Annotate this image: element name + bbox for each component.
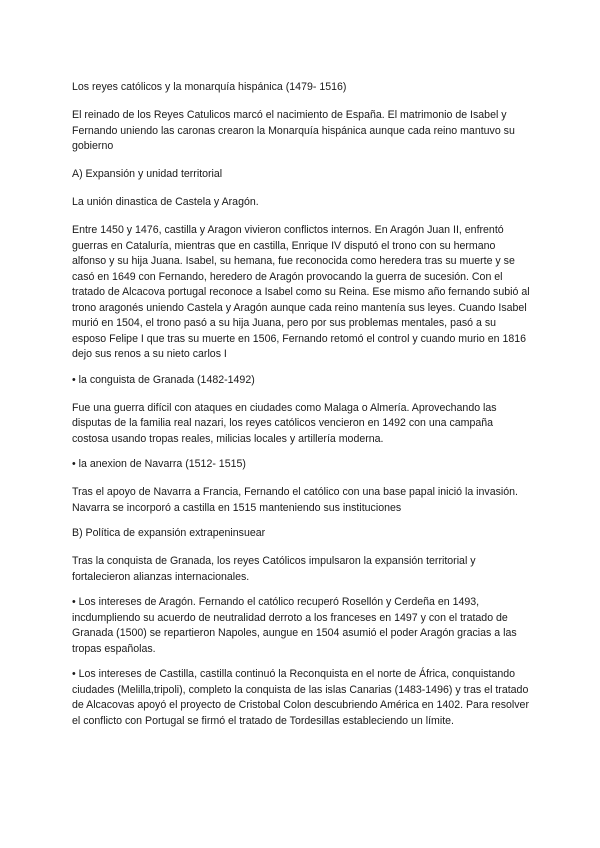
document-page: [72, 80, 532, 742]
section-b-heading: B) Política de expansión extrapeninsuear: [72, 527, 266, 539]
aragon-interests-paragraph: • Los intereses de Aragón. Fernando el católico recuperó Rosellón y Cerdeña en 1493, incdumpliendo su acuerdo de neutralidad derroto a los franceses en 1497 y con el tratado de Granada (1500) se repartieron Napoles, aungue en 1504 asumió el poder Aragón gracias a las tropas españolas.: [72, 596, 517, 655]
union-subheading: La unión dinastica de Castela y Aragón.: [72, 196, 259, 208]
navarra-paragraph: Tras el apoyo de Navarra a Francia, Fernando el católico con una base papal inició la invasión. Navarra se incorporó a castilla en 1515 manteniendo sus instituciones: [72, 486, 518, 514]
document-title: Los reyes católicos y la monarquía hispánica (1479- 1516): [72, 81, 347, 93]
navarra-bullet: • la anexion de Navarra (1512- 1515): [72, 458, 246, 470]
section-a-heading: A) Expansión y unidad territorial: [72, 168, 223, 180]
castilla-interests-paragraph: • Los intereses de Castilla, castilla continuó la Reconquista en el norte de África, conquistando ciudades (Melilla,tripoli), completo la conquista de las islas Canarias (1483-1496) y tras el tratado de Alcacovas apoyó el proyecto de Cristobal Colon descubriendo América en 1402. Para resolver el conflicto con Portugal se firmó el tratado de Tordesillas estableciendo un límite.: [72, 668, 529, 727]
expansion-paragraph: Tras la conquista de Granada, los reyes Católicos impulsaron la expansión territorial y fortalecieron alianzas internacionales.: [72, 555, 476, 583]
union-paragraph: Entre 1450 y 1476, castilla y Aragon vivieron conflictos internos. En Aragón Juan II, enfrentó guerras en Cataluría, mientras que en castilla, Enrique IV disputó el trono con su hermano alfonso y su hija Juana. Isabel, su hemana, fue reconocida como heredera tras su muerte y se casó en 1649 con Fernando, heredero de Aragón provocando la guerra de sucesión. Con el tratado de Alcacova portugal reconoce a Isabel como su Reina. Ese mismo año fernando subió al trono aragonés uniendo Castela y Aragón aunque cada reino mantenía sus leyes. Cuando Isabel murió en 1504, el trono pasó a su hija Juana, pero por sus problemas mentales, pasó a su esposo Felipe I que tras su muerte en 1506, Fernando retomó el control y cuando murio en 1816 dejo sus renos a su nieto carlos I: [72, 224, 530, 360]
intro-paragraph: El reinado de los Reyes Catulicos marcó el nacimiento de España. El matrimonio de Isabel y Fernando uniendo las caronas crearon la Monarquía hispánica aunque cada reino mantuvo su gobierno: [72, 109, 515, 152]
granada-paragraph: Fue una guerra difícil con ataques en ciudades como Malaga o Almería. Aprovechando las disputas de la familia real nazari, los reyes católicos vencieron en 1492 con una campaña costosa usando tropas reales, milicias locales y artillería moderna.: [72, 401, 497, 445]
granada-bullet: • la conguista de Granada (1482-1492): [72, 373, 255, 386]
